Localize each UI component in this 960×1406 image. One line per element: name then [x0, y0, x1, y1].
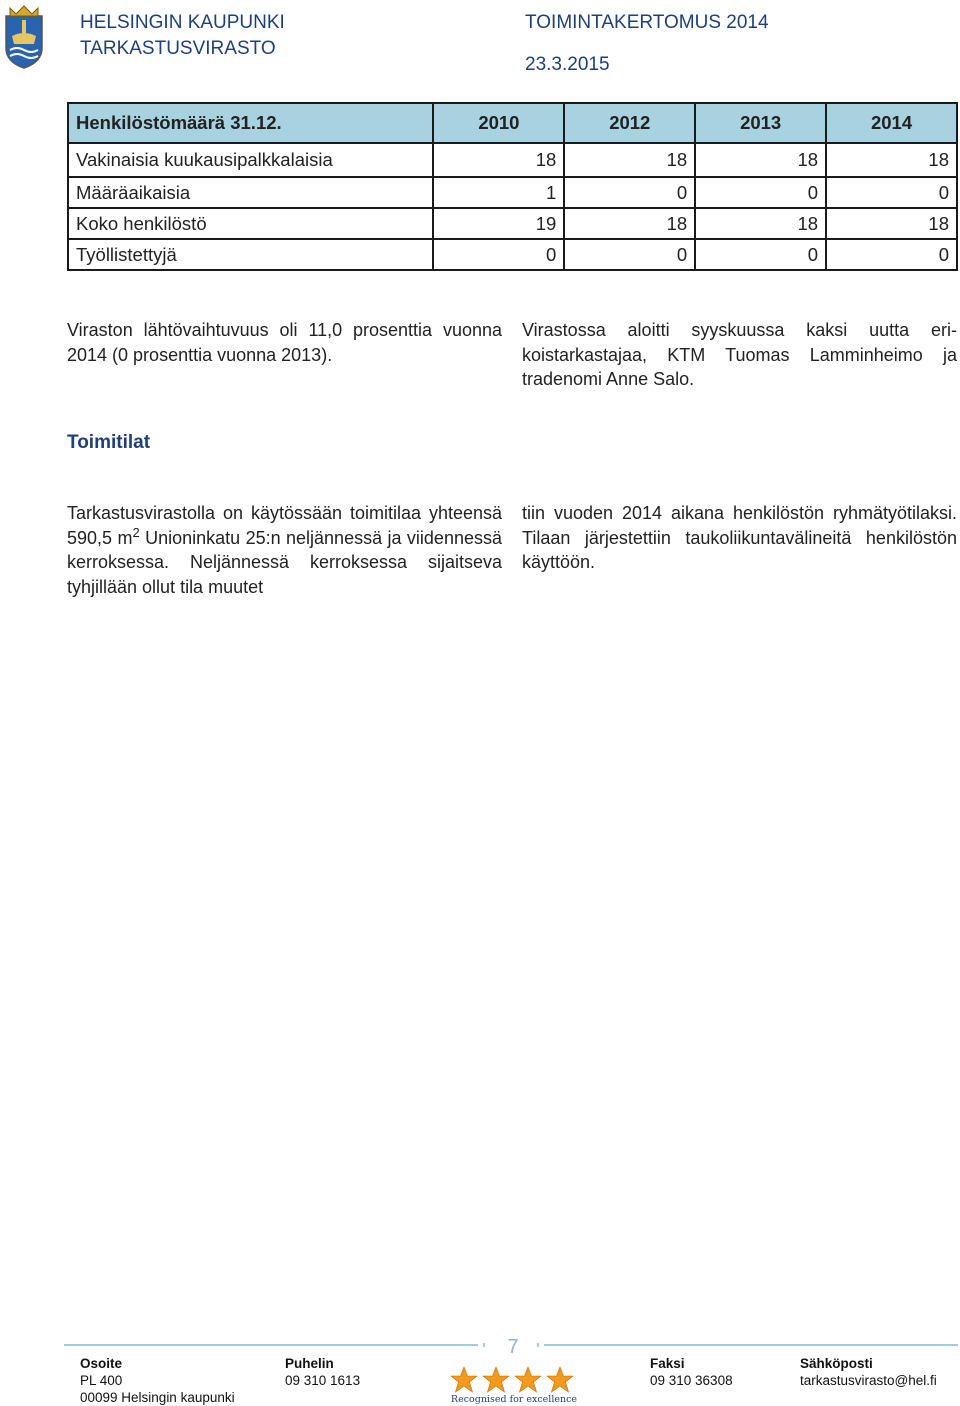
new-staff-paragraph: Virastossa aloitti syyskuussa kaksi uutta erikoistarkastajaa, KTM Tuomas Lamminheimo ja tradenomi Anne Salo. [522, 320, 957, 389]
footer-fax [650, 1355, 733, 1389]
footer-phone [285, 1355, 360, 1389]
row-label: Työllistettyjä [68, 239, 433, 270]
premises-text-b: Unioninkatu 25:n neljännessä ja viidennessä kerroksessa. Neljännessä kerroksessa sijaitseva tyhjillään ollut tila muutet [67, 527, 502, 597]
premises-paragraph-continued: tiin vuoden 2014 aikana henkilöstön ryhmätyötilaksi. Tilaan järjestettiin taukoliikuntavälineitä henkilöstön käyttöön. [522, 503, 957, 572]
organization-name [80, 10, 285, 62]
row-label: Määräaikaisia [68, 177, 433, 208]
section-heading: Toimitilat [67, 432, 151, 453]
table-cell: 18 [564, 143, 695, 177]
table-cell: 18 [695, 208, 826, 239]
org-line-2: TARKASTUSVIRASTO [80, 38, 276, 59]
fax-value: 09 310 36308 [650, 1373, 733, 1388]
column-header: 2012 [564, 103, 695, 143]
table-cell: 18 [433, 143, 564, 177]
column-header: 2013 [695, 103, 826, 143]
address-line-1: PL 400 [80, 1373, 123, 1388]
fax-label: Faksi [650, 1356, 685, 1371]
address-line-2: 00099 Helsingin kaupunki [80, 1390, 235, 1405]
email-label: Sähköposti [800, 1356, 873, 1371]
table-row [68, 239, 957, 270]
footer-email [800, 1355, 937, 1389]
table-header-row [68, 103, 957, 143]
excellence-stars-icon [450, 1366, 578, 1394]
address-label: Osoite [80, 1356, 123, 1371]
column-header: 2010 [433, 103, 564, 143]
phone-value: 09 310 1613 [285, 1373, 361, 1388]
email-value: tarkastusvirasto@hel.fi [800, 1373, 937, 1388]
table-row [68, 143, 957, 177]
page-number: 7 [507, 1336, 519, 1358]
phone-label: Puhelin [285, 1356, 334, 1371]
footer-address [80, 1355, 235, 1406]
helsinki-crest-logo [2, 2, 46, 70]
table-cell: 0 [826, 177, 957, 208]
org-line-1: HELSINGIN KAUPUNKI [80, 12, 285, 33]
table-row [68, 177, 957, 208]
document-title: TOIMINTAKERTOMUS 2014 [525, 12, 769, 33]
row-label: Vakinaisia kuukausipalkkalaisia [68, 143, 433, 177]
document-date: 23.3.2015 [525, 54, 610, 75]
table-cell: 0 [695, 239, 826, 270]
staff-count-table [67, 102, 958, 271]
premises-text-a: Tarkastusvirastolla on käytössään toimitilaa yhteensä 590,5 m [67, 503, 502, 548]
table-cell: 18 [826, 208, 957, 239]
premises-paragraph [67, 501, 502, 599]
document-info [525, 10, 769, 78]
column-header: Henkilöstömäärä 31.12. [68, 103, 433, 143]
table-cell: 18 [826, 143, 957, 177]
table-cell: 18 [695, 143, 826, 177]
column-header: 2014 [826, 103, 957, 143]
square-superscript: 2 [132, 524, 140, 540]
table-cell: 0 [433, 239, 564, 270]
table-cell: 0 [695, 177, 826, 208]
table-row [68, 208, 957, 239]
turnover-paragraph: Viraston lähtövaihtuvuus oli 11,0 prosenttia vuonna 2014 (0 prosenttia vuonna 2013). [67, 320, 502, 365]
table-cell: 0 [564, 177, 695, 208]
table-cell: 0 [564, 239, 695, 270]
row-label: Koko henkilöstö [68, 208, 433, 239]
table-cell: 19 [433, 208, 564, 239]
table-cell: 0 [826, 239, 957, 270]
excellence-badge-text: Recognised for excellence [450, 1394, 578, 1405]
table-cell: 18 [564, 208, 695, 239]
table-cell: 1 [433, 177, 564, 208]
